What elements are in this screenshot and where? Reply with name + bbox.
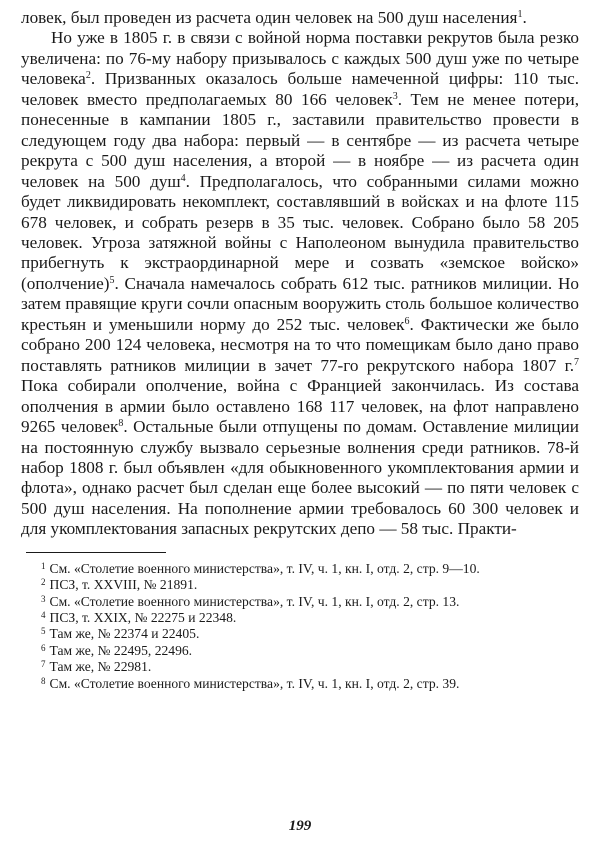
- text-run: . Тем не менее потери, понесенные в кампании 1805 г., заставили правительство провести в следующем году два набора: первый — в сентябре — из расчета четыре рекрута с 500 душ населения, а второй — в ноябре — из расчета один человек на 500 душ: [21, 89, 580, 191]
- footnote-number: 1: [41, 560, 46, 571]
- footnote: [21, 577, 579, 593]
- text-run: Пока собирали ополчение, война с Францией закончилась. Из состава ополчения в армии было оставлено 168 117 человек, на флот направлено 9265 человек: [21, 376, 579, 437]
- text-run: . Фактически же было собрано 200 124 человека, несмотря на то что помещикам было дано право поставлять ратников милиции в зачет 77-го рекрутского набора 1807 г.: [21, 314, 579, 375]
- footnote: [21, 659, 579, 675]
- text-run: ловек, был проведен из расчета один человек на 500 душ населения: [21, 8, 518, 27]
- footnote-text: ПСЗ, т. XXVIII, № 21891.: [49, 577, 198, 593]
- footnote-ref: 6: [404, 315, 410, 327]
- footnote-ref: 2: [85, 70, 91, 82]
- footnote-ref: 7: [574, 356, 579, 368]
- footnote-text: Там же, № 22495, 22496.: [49, 642, 193, 658]
- footnote: [21, 643, 579, 659]
- text-run: . Предполагалось, что собранными силами можно будет ликвидировать некомплект, составлявший в войсках и на флоте 115 678 человек, и собрать резерв в 35 тыс. человек. Собрано было 58 205 человек. Угроза затяжной войны с Наполеоном вынудила правительство прибегнуть к экстраординарной мере и созвать «земское войско» (ополчение): [21, 171, 579, 293]
- footnote-number: 7: [41, 659, 46, 670]
- footnote-text: См. «Столетие военного министерства», т. IV, ч. 1, кн. I, отд. 2, стр. 13.: [49, 593, 460, 609]
- page-number: 199: [288, 818, 312, 834]
- text-run: Но уже в 1805 г. в связи с войной норма поставки рекрутов была резко увеличена: по 76-му набору призывалось с каждых 500 душ уже по четыре человека: [21, 28, 579, 89]
- footnote: [21, 626, 579, 642]
- footnote-text: См. «Столетие военного министерства», т. IV, ч. 1, кн. I, отд. 2, стр. 9—10.: [49, 560, 480, 576]
- footnote-number: 3: [41, 593, 46, 604]
- footnote-number: 8: [41, 675, 46, 686]
- footnotes: [21, 561, 579, 692]
- text-run: . Призванных оказалось больше намеченной цифры: 110 тыс. человек вместо предполагаемых 80 166 человек: [21, 69, 579, 109]
- paragraph-continued: ловек, был проведен из расчета один человек на 500 душ населения$^1$.: [21, 8, 527, 27]
- text-run: . Остальные были отпущены по домам. Оставление милиции на постоянную службу вызвало серьезные волнения среди ратников. 78-й набор 1808 г. был объявлен «для обыкновенного укомплектования армии и флота», однако расчет был сделан еще более высокий — по пяти человек с 500 душ населения. На пополнение армии требовалось 60 300 человек и для укомплектования запасных рекрутских депо — 58 тыс. Практи-: [21, 417, 580, 539]
- paragraph: [21, 28, 579, 539]
- footnote-number: 2: [41, 577, 46, 588]
- footnote-ref: 1: [517, 9, 523, 20]
- text-run: . Сначала намечалось собрать 612 тыс. ратников милиции. Но затем правящие круги сочли опасным вооружить столь большое количество крестьян и уменьшили норму до 252 тыс. человек: [21, 273, 579, 334]
- footnote: [21, 676, 579, 692]
- footnote-divider: [26, 552, 166, 553]
- footnote-ref: 8: [118, 418, 124, 430]
- main-text: [21, 8, 579, 540]
- footnote-number: 6: [41, 642, 46, 653]
- footnote: [21, 594, 579, 610]
- footnote: [21, 610, 579, 626]
- footnote-number: 5: [41, 626, 46, 637]
- footnote-text: Там же, № 22981.: [49, 659, 152, 675]
- footnote-ref: 4: [180, 172, 186, 184]
- footnote-text: См. «Столетие военного министерства», т. IV, ч. 1, кн. I, отд. 2, стр. 39.: [49, 675, 460, 691]
- footnote-number: 4: [41, 610, 46, 620]
- footnote-text: ПСЗ, т. XXIX, № 22275 и 22348.: [49, 610, 237, 625]
- footnote-text: Там же, № 22374 и 22405.: [49, 626, 200, 642]
- footnote-ref: 3: [392, 90, 398, 102]
- footnote-ref: 5: [109, 274, 115, 286]
- page-content: [21, 8, 579, 692]
- footnote: [21, 561, 579, 577]
